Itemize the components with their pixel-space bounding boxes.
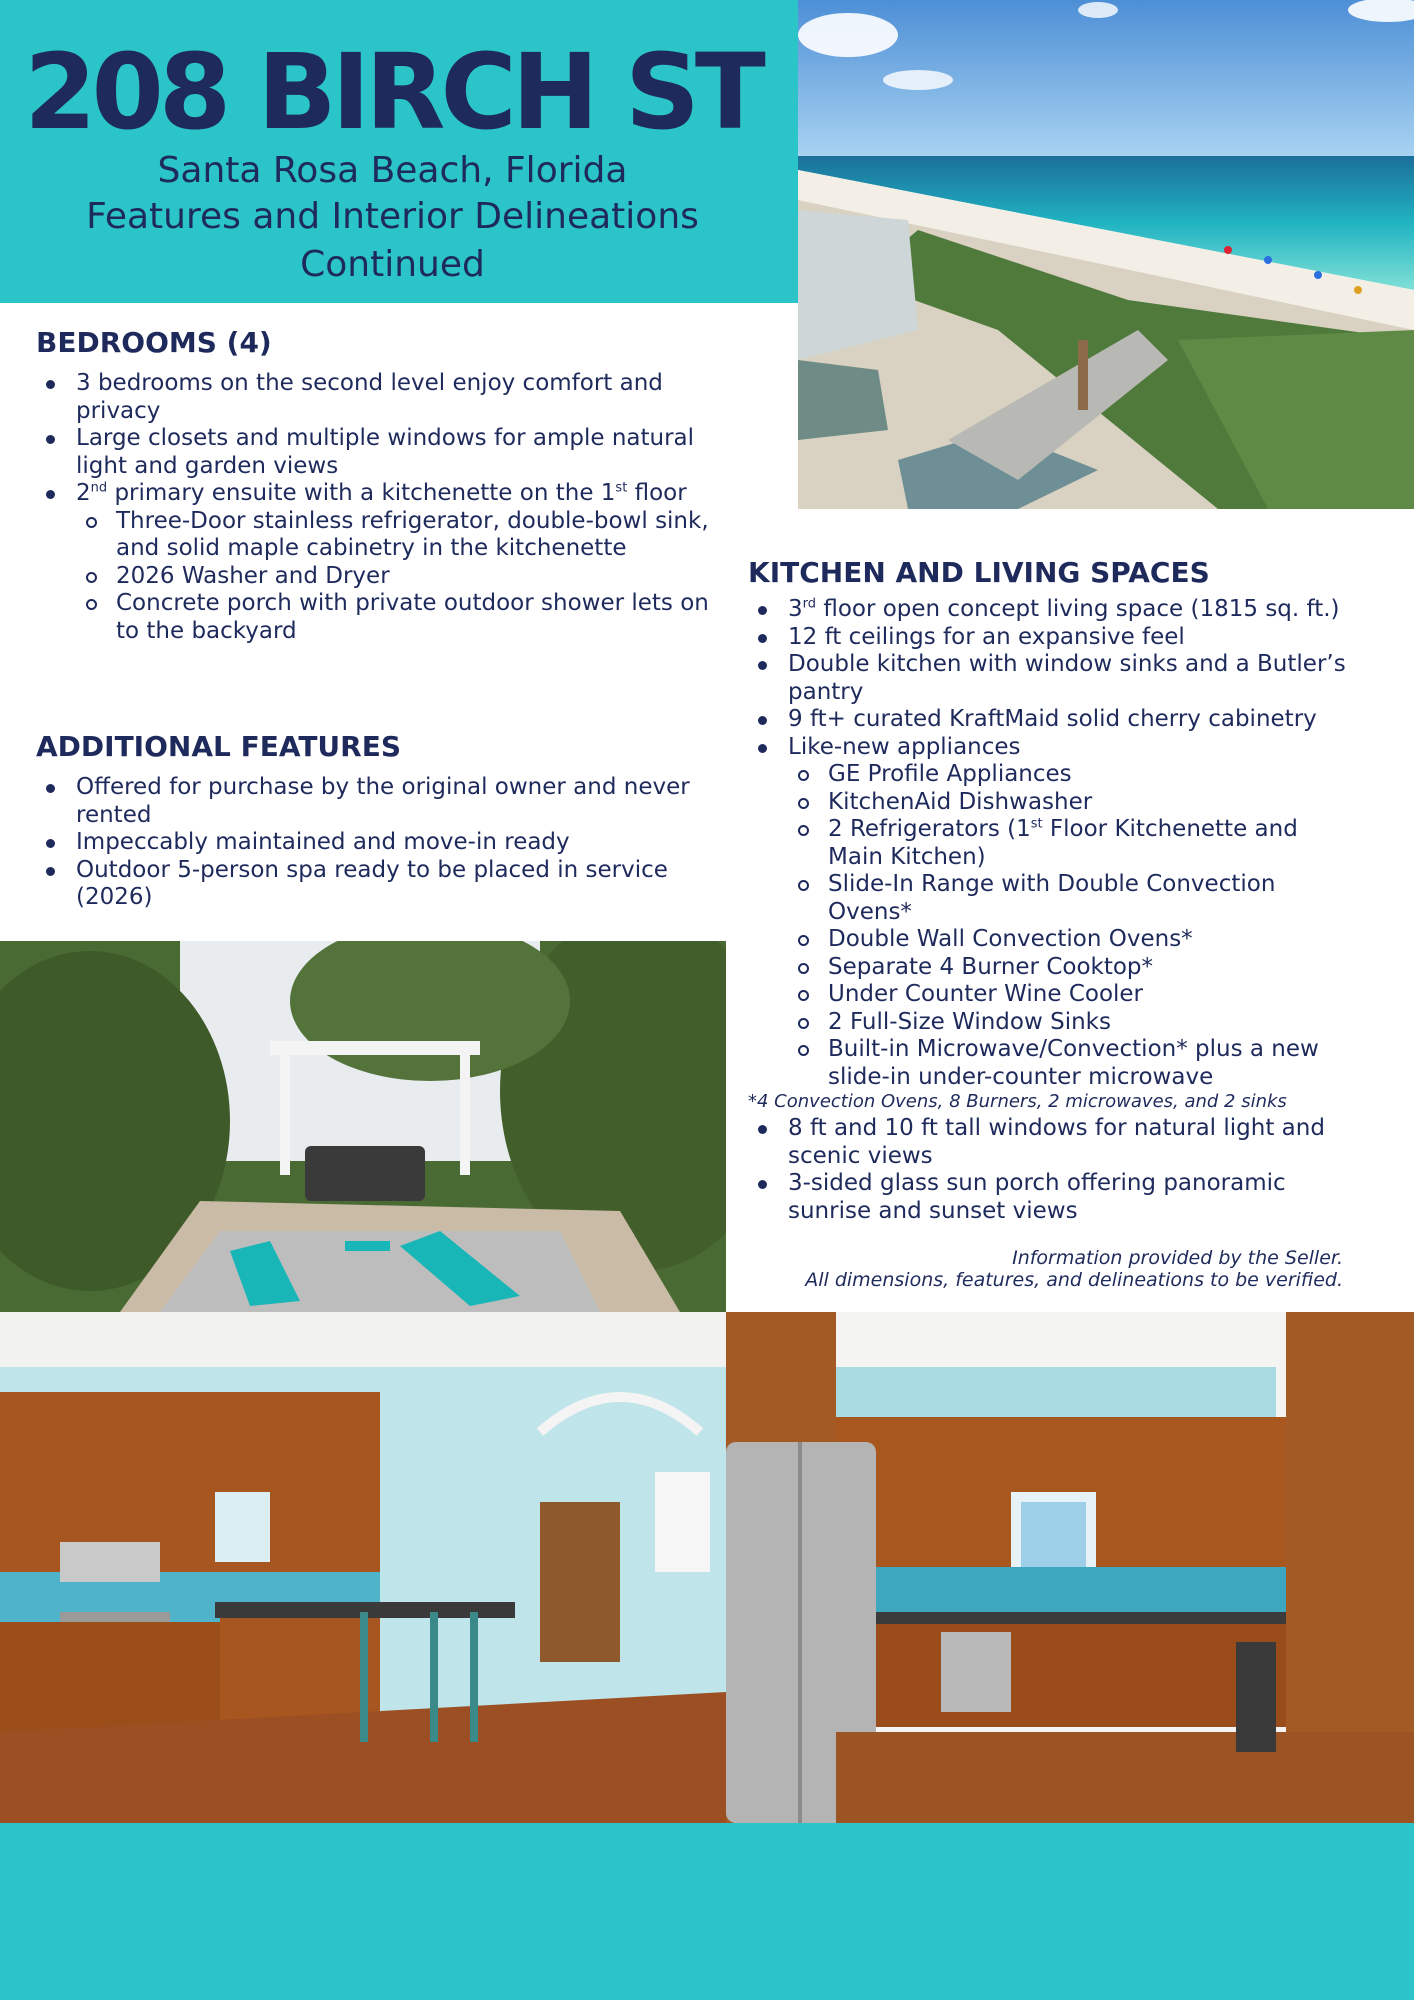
ensuite-sublist [76,508,726,646]
list-item: GE Profile Appliances [788,761,1348,789]
appliances-sublist [788,761,1348,1091]
list-item: Under Counter Wine Cooler [788,981,1348,1009]
kitchen-window-photo [726,1312,1414,1823]
subtitle-continued: Continued [300,244,485,285]
list-item: 9 ft+ curated KraftMaid solid cherry cabinetry [748,706,1348,734]
page-title: 208 BIRCH ST [24,31,761,153]
list-item: 2026 Washer and Dryer [76,563,726,591]
list-item: KitchenAid Dishwasher [788,789,1348,817]
list-item: 3rd floor open concept living space (1815 sq. ft.) [748,596,1348,624]
subtitle-description: Features and Interior Delineations [86,196,699,237]
additional-features-heading: ADDITIONAL FEATURES [36,730,402,763]
kitchen-living-list [748,596,1348,1091]
backyard-spa-photo [0,941,726,1312]
footer-band [0,1823,1414,2000]
additional-features-list [36,774,726,912]
list-item: 2nd primary ensuite with a kitchenette on the 1st floor Three-Door stainless refrigerator, double-bowl sink, and solid maple cabinetry in the kitchenette 2026 Washer and Dryer Concrete porch with private outdoor shower lets on to the backyard [36,480,726,645]
bedrooms-list [36,370,726,645]
list-item: Double kitchen with window sinks and a Butler’s pantry [748,651,1348,706]
list-item: Three-Door stainless refrigerator, double-bowl sink, and solid maple cabinetry in the kitchenette [76,508,726,563]
appliance-footnote: *4 Convection Ovens, 8 Burners, 2 microwaves, and 2 sinks [748,1091,1287,1112]
list-item: Separate 4 Burner Cooktop* [788,954,1348,982]
kitchen-island-photo [0,1312,726,1823]
list-item: 3-sided glass sun porch offering panoramic sunrise and sunset views [748,1170,1348,1225]
list-item: 3 bedrooms on the second level enjoy comfort and privacy [36,370,726,425]
list-item: Large closets and multiple windows for ample natural light and garden views [36,425,726,480]
list-item: 12 ft ceilings for an expansive feel [748,624,1348,652]
list-item: Concrete porch with private outdoor shower lets on to the backyard [76,590,726,645]
list-item: Slide-In Range with Double Convection Ovens* [788,871,1348,926]
list-item: Outdoor 5-person spa ready to be placed in service (2026) [36,857,726,912]
list-item: Double Wall Convection Ovens* [788,926,1348,954]
kitchen-living-heading: KITCHEN AND LIVING SPACES [748,556,1210,589]
seller-credit-line-2: All dimensions, features, and delineations to be verified. [805,1269,1343,1291]
list-item: 8 ft and 10 ft tall windows for natural light and scenic views [748,1115,1348,1170]
beach-aerial-photo [798,0,1414,509]
bedrooms-heading: BEDROOMS (4) [36,326,272,359]
list-item: Offered for purchase by the original owner and never rented [36,774,726,829]
list-item: Like-new appliances GE Profile Appliances KitchenAid Dishwasher 2 Refrigerators (1st Floor Kitchenette and Main Kitchen) Slide-In Range with Double Convection Ovens* Double Wall Convection Ovens* Separate 4 Burner Cooktop* Under Counter Wine Cooler 2 Full-Size Window Sinks Built-in Microwave/Convection* plus a new slide-in under-counter microwave [748,734,1348,1092]
list-item: 2 Full-Size Window Sinks [788,1009,1348,1037]
list-item: Built-in Microwave/Convection* plus a new slide-in under-counter microwave [788,1036,1348,1091]
list-item: Impeccably maintained and move-in ready [36,829,726,857]
subtitle-location: Santa Rosa Beach, Florida [157,150,628,191]
list-item: 2 Refrigerators (1st Floor Kitchenette and Main Kitchen) [788,816,1348,871]
kitchen-living-list-continued [748,1115,1348,1225]
seller-credit-line-1: Information provided by the Seller. [1012,1247,1343,1269]
